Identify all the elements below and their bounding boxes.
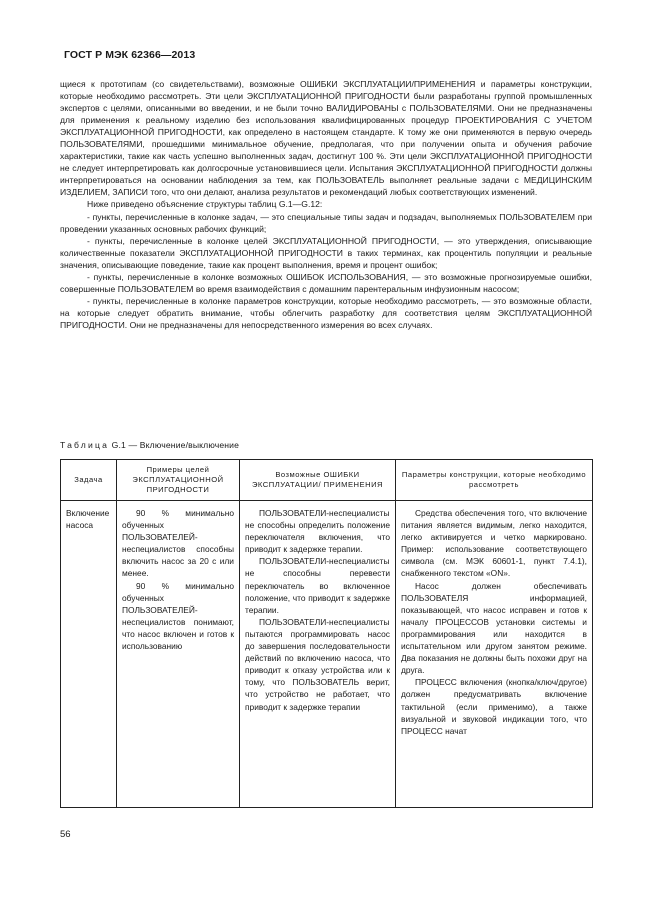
page-number: 56 [60, 829, 71, 840]
table-caption-word: Таблица [60, 440, 110, 450]
task-text: Включение насоса [66, 508, 110, 531]
error-text: ПОЛЬЗОВАТЕЛИ-неспециалисты не способны определить положение переключателя включения, что приводит к задержке терапии. [245, 508, 390, 555]
table-g1 [60, 459, 593, 808]
design-text: ПРОЦЕСС включения (кнопка/ключ/другое) должен предусматривать включение тактильной (если применимо), а также визуальной и звуковой индикации того, что ПРОЦЕСС начат [401, 677, 587, 736]
header-design: Параметры конструкции, которые необходимо рассмотреть [396, 460, 593, 501]
body-paragraph: - пункты, перечисленные в колонке задач, — это специальные типы задач и подзадач, выполняемых ПОЛЬЗОВАТЕЛЕМ при проведении указанных основных рабочих функций; [60, 211, 592, 234]
design-text: Насос должен обеспечивать ПОЛЬЗОВАТЕЛЯ информацией, показывающей, что насос исправен и готов к началу ПРОЦЕССОВ установки системы и программирования или находится в испытательном или другом занятом режиме. Два показания не должны быть похожи друг на друга. [401, 580, 587, 676]
body-paragraph: Ниже приведено объяснение структуры таблиц G.1—G.12: [87, 199, 323, 210]
body-paragraph: - пункты, перечисленные в колонке параметров конструкции, которые необходимо рассмотреть, — это возможные области, на которые следует обратить внимание, чтобы облегчить разработку для соответствия целям ЭКСПЛУАТАЦИОННОЙ ПРИГОДНОСТИ. Они не предназначены для непосредственного измерения во всех случаях. [60, 295, 592, 330]
table-caption [60, 440, 239, 450]
cell-task [61, 501, 117, 808]
table-row [61, 501, 593, 808]
body-paragraph: - пункты, перечисленные в колонке возможных ОШИБОК ИСПОЛЬЗОВАНИЯ, — это возможные прогнозируемые ошибки, совершенные ПОЛЬЗОВАТЕЛЕМ во время взаимодействия с домашним парентеральным инфузионным насосом; [60, 271, 592, 294]
goal-text: 90 % минимально обученных ПОЛЬЗОВАТЕЛЕЙ-неспециалистов способны включить насос за 20 с или менее. [122, 508, 234, 579]
body-paragraph: щиеся к прототипам (со свидетельствами), возможные ОШИБКИ ЭКСПЛУАТАЦИИ/ПРИМЕНЕНИЯ и параметры конструкции, которые необходимо рассмотреть. Эти цели ЭКСПЛУАТАЦИОННОЙ ПРИГОДНОСТИ были разработаны группой промышленных экспертов с целями, описанными во введении, и не были точно ВАЛИДИРОВАНЫ с ПОЛЬЗОВАТЕЛЯМИ. Они не предназначены для применения к реальному изделию без использования квалифицированных процедур ПРОЕКТИРОВАНИЯ С УЧЕТОМ ЭКСПЛУАТАЦИОННОЙ ПРИГОДНОСТИ, как определено в настоящем стандарте. К тому же они применяются в первую очередь ПОЛЬЗОВАТЕЛЯМИ, прошедшими минимальное обучение, предполагая, что при получении опыта и обучения рабочие характеристики, такие как часть успешно выполненных задач, достигнут 100 %. Эти цели ЭКСПЛУАТАЦИОННОЙ ПРИГОДНОСТИ не следует интерпретировать как долгосрочные установившиеся цели. Испытания ЭКСПЛУАТАЦИОННОЙ ПРИГОДНОСТИ должны интерпретироваться на основании наблюдения за тем, как ПОЛЬЗОВАТЕЛЬ выполняет реальные задачи с МЕДИЦИНСКИМ ИЗДЕЛИЕМ, ЗАПИСИ того, что они делают, анализа результатов и рекомендаций любых соответствующих изменений. [60, 79, 592, 198]
header-errors: Возможные ОШИБКИ ЭКСПЛУАТАЦИИ/ ПРИМЕНЕНИЯ [240, 460, 396, 501]
error-text: ПОЛЬЗОВАТЕЛИ-неспециалисты не способны перевести переключатель во включенное положение, что приводит к задержке терапии. [245, 556, 390, 615]
body-paragraph: - пункты, перечисленные в колонке целей ЭКСПЛУАТАЦИОННОЙ ПРИГОДНОСТИ, — это утверждения, описывающие количественные показатели ЭКСПЛУАТАЦИОННОЙ ПРИГОДНОСТИ в таких терминах, как процентиль популяции и реальные значения, описывающие поведение, такие как процент выполнения, время и процент ошибок; [60, 235, 592, 270]
header-task: Задача [61, 460, 117, 501]
body-text [60, 78, 592, 331]
table-header-row [61, 460, 593, 501]
cell-design [396, 501, 593, 808]
cell-goals [117, 501, 240, 808]
goal-text: 90 % минимально обученных ПОЛЬЗОВАТЕЛЕЙ-неспециалистов понимают, что насос включен и готов к использованию [122, 580, 234, 652]
page-header-standard: ГОСТ Р МЭК 62366—2013 [64, 49, 196, 61]
error-text: ПОЛЬЗОВАТЕЛИ-неспециалисты пытаются программировать насос до завершения последовательности действий по включению насоса, что приводит к отказу устройства или к тому, что ПОЛЬЗОВАТЕЛЬ верит, что устройство не работает, что приводит к задержке терапии [245, 616, 390, 712]
header-goals: Примеры целей ЭКСПЛУАТАЦИОННОЙ ПРИГОДНОСТИ [117, 460, 240, 501]
design-text: Средства обеспечения того, что включение питания является видимым, легко находится, легко активируется и четко маркировано. Пример: использование соответствующего символа (см. МЭК 60601-1, пункт 7.4.1), снабженного текстом «ON». [401, 508, 587, 579]
table-caption-title: G.1 — Включение/выключение [111, 440, 240, 450]
cell-errors [240, 501, 396, 808]
